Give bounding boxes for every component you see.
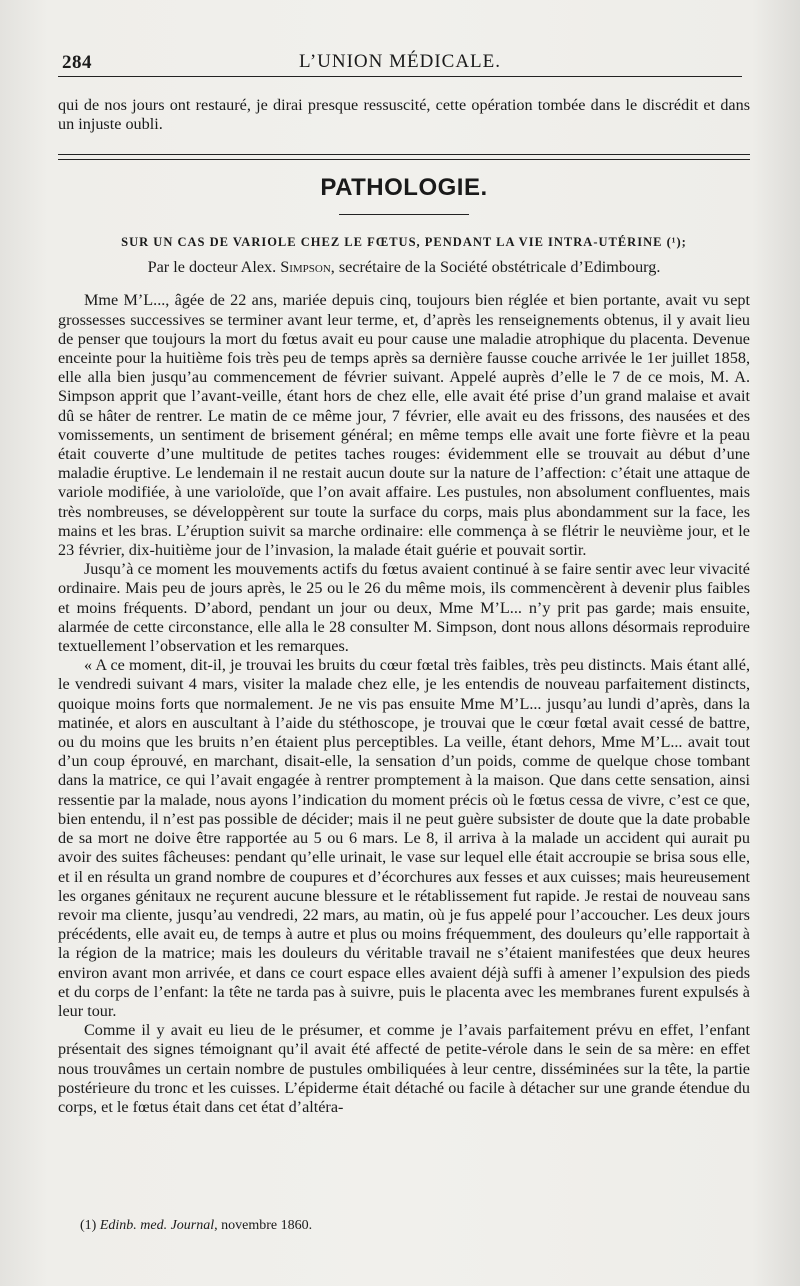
page-number: 284: [62, 52, 92, 73]
footnote: [80, 1218, 312, 1234]
title-rule: [339, 214, 469, 215]
byline-suffix: , secrétaire de la Société obstétricale d’Edimbourg.: [330, 258, 661, 277]
article-title-note: (¹): [666, 235, 682, 250]
byline-prefix: Par le docteur Alex.: [147, 258, 281, 277]
footnote-date: , novembre 1860.: [214, 1218, 313, 1233]
body-paragraph-2: Jusqu’à ce moment les mouvements actifs du fœtus avaient continué à se faire sentir avec leur vivacité ordinaire. Mais peu de jours après, le 25 ou le 26 du même mois, ils commencèrent à devenir plus faibles et moins fréquents. D’abord, pendant un jour ou deux, Mme M’L... n’y prit pas garde; mais ensuite, alarmée de cette circonstance, elle alla le 28 consulter M. Simpson, dont nous allons désormais reproduire textuellement l’observation et les remarques.: [58, 560, 750, 656]
body-paragraph-1: Mme M’L..., âgée de 22 ans, mariée depuis cinq, toujours bien réglée et bien portante, avait vu sept grossesses successives se terminer avant leur terme, et, d’après les renseignements obtenus, il y avait lieu de penser que toujours la mort du fœtus avait eu pour cause une maladie atrophique du placenta. Devenue enceinte pour la huitième fois très peu de temps après sa dernière fausse couche arrivée le 1er juillet 1858, elle alla bien jusqu’au commencement de février suivant. Appelé auprès d’elle le 7 de ce mois, M. A. Simpson apprit que l’avant-veille, étant hors de chez elle, elle avait été prise d’un grand malaise et avait dû se hâter de rentrer. Le matin de ce même jour, 7 février, elle avait eu des frissons, des nausées et des vomissements, un sentiment de brisement général; en même temps elle avait une forte fièvre et la peau était couverte d’une multitude de petites taches rouges: évidemment elle se trouvait au début d’une maladie éruptive. Le lendemain il ne restait aucun doute sur la nature de l’affection: c’était une attaque de variole modifiée, à une varioloïde, que l’on avait affaire. Les pustules, non absolument confluentes, mais très nombreuses, se développèrent sur toute la surface du corps, mais plus abondamment sur la face, les mains et les bras. L’éruption suivit sa marche ordinaire: elle commença à se flétrir le neuvième jour, et le 23 février, dix-huitième jour de l’invasion, la malade était guérie et pouvait sortir.: [58, 291, 750, 560]
article-title-end: ;: [681, 235, 687, 250]
page-body: [58, 96, 750, 1117]
intro-paragraph: qui de nos jours ont restauré, je dirai presque ressuscité, cette opération tombée dans le discrédit et dans un injuste oubli.: [58, 96, 750, 134]
running-head: [58, 50, 742, 77]
footnote-source: Edinb. med. Journal: [99, 1218, 215, 1233]
footnote-marker: (1): [80, 1218, 100, 1233]
article-title: [58, 235, 750, 250]
body-paragraph-3: « A ce moment, dit-il, je trouvai les bruits du cœur fœtal très faibles, très peu distincts. Mais étant allé, le vendredi suivant 4 mars, visiter la malade chez elle, je les entendis de nouveau parfaitement distincts, quoique moins forts que normalement. Je ne vis pas ensuite Mme M’L... jusqu’au lundi d’après, dans la matinée, et alors en auscultant à l’aide du stéthoscope, je trouvai que le cœur fœtal avait cessé de battre, ou du moins que les bruits n’en étaient plus perceptibles. La veille, étant dehors, Mme M’L... avait tout d’un coup éprouvé, en marchant, disait-elle, la sensation d’un poids, comme de quelque chose tombant dans la matrice, ce qui l’avait engagée à rentrer promptement à la maison. Que dans cette sensation, ainsi ressentie par la malade, nous ayons l’indication du moment précis où le fœtus cessa de vivre, c’est ce que, bien entendu, il n’est pas possible de décider; mais il ne peut guère subsister de doute que la date probable de sa mort ne doive être rapportée au 5 ou 6 mars. Le 8, il arriva à la malade un accident qui aurait pu avoir des suites fâcheuses: pendant qu’elle urinait, le vase sur lequel elle était accroupie se brisa sous elle, et il en résulta un grand nombre de coupures et d’écorchures aux fesses et aux cuisses; mais heureusement les organes génitaux ne reçurent aucune blessure et le rétablissement fut rapide. Je restai de nouveau sans revoir ma cliente, jusqu’au vendredi, 22 mars, au matin, où je fus appelé pour l’accoucher. Les deux jours précédents, elle avait eu, de temps à autre et plus ou moins fréquemment, des douleurs qu’elle rapportait à la région de la matrice; mais les douleurs du véritable travail ne s’étaient manifestées que deux heures environ avant mon arrivée, et dans ce court espace elles avaient déjà suffi à amener l’expulsion des pieds et du corps de l’enfant: la tête ne tarda pas à suivre, puis le placenta avec les membranes furent expulsés à leur tour.: [58, 656, 750, 1020]
journal-title: L’UNION MÉDICALE.: [298, 51, 502, 72]
article-title-text: SUR UN CAS DE VARIOLE CHEZ LE FŒTUS, PENDANT LA VIE INTRA-UTÉRINE: [121, 235, 663, 250]
body-paragraph-4: Comme il y avait eu lieu de le présumer, et comme je l’avais parfaitement prévu en effet, l’enfant présentait des signes témoignant qu’il avait été affecté de petite-vérole dans le sein de sa mère: en effet nous trouvâmes un certain nombre de pustules ombiliquées à leur centre, disséminées sur la tête, la partie postérieure du tronc et les cuisses. L’épiderme était détaché ou facile à détacher sur une grande étendue du corps, et le fœtus était dans cet état d’altéra-: [58, 1021, 750, 1116]
section-divider: [58, 154, 750, 160]
byline-author: Simpson: [280, 258, 331, 277]
byline: [58, 258, 750, 277]
section-title: PATHOLOGIE.: [320, 174, 488, 202]
